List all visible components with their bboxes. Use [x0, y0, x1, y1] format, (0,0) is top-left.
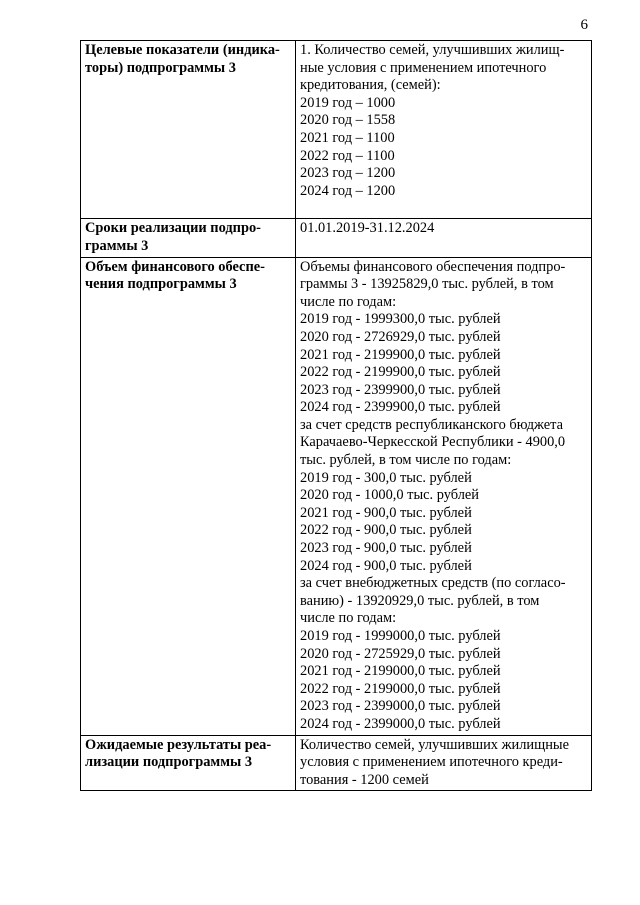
row-label-line: лизации подпрограммы 3: [85, 754, 253, 771]
value-line: 2021 год - 900,0 тыс. рублей: [300, 504, 472, 521]
row-label-line: Сроки реализации подпро-: [85, 220, 261, 237]
value-line: 2022 год - 2199900,0 тыс. рублей: [300, 364, 501, 381]
cell-spacer: [300, 200, 587, 217]
row-label-line: Объем финансового обеспе-: [85, 258, 265, 275]
value-line: 2019 год – 1000: [300, 94, 396, 111]
row-label-cell: [81, 219, 296, 257]
value-line: Карачаево-Черкесской Республики - 4900,0: [300, 434, 566, 451]
row-label-line: чения подпрограммы 3: [85, 276, 237, 293]
value-line: 2019 год - 300,0 тыс. рублей: [300, 469, 472, 486]
value-line: 2024 год - 2399000,0 тыс. рублей: [300, 715, 501, 732]
value-line: 2020 год - 1000,0 тыс. рублей: [300, 487, 479, 504]
value-line: 1. Количество семей, улучшивших жилищ-: [300, 42, 565, 58]
passport-table: [80, 40, 592, 791]
value-line: 2021 год - 2199000,0 тыс. рублей: [300, 663, 501, 680]
value-line: кредитования, (семей):: [300, 77, 441, 94]
value-line: условия с применением ипотечного креди-: [300, 754, 563, 771]
value-line: 2020 год - 2726929,0 тыс. рублей: [300, 328, 501, 345]
row-label-line: Целевые показатели (индика-: [85, 42, 280, 58]
row-value-cell: [296, 257, 592, 735]
value-line: ные условия с применением ипотечного: [300, 59, 547, 76]
value-line: 2019 год - 1999000,0 тыс. рублей: [300, 628, 501, 644]
value-line: за счет средств республиканского бюджета: [300, 416, 564, 433]
value-line: 2021 год - 2199900,0 тыс. рублей: [300, 346, 501, 363]
value-line: Объемы финансового обеспечения подпро-: [300, 258, 566, 275]
value-line: 2022 год – 1100: [300, 147, 395, 164]
value-line: числе по годам:: [300, 610, 397, 627]
table-row-target-indicators: [81, 41, 592, 219]
row-label-line: граммы 3: [85, 237, 149, 254]
value-line: 2023 год - 2399900,0 тыс. рублей: [300, 381, 501, 398]
value-line: 2023 год – 1200: [300, 165, 396, 182]
value-line: за счет внебюджетных средств (по согласо-: [300, 575, 566, 592]
row-value-cell: [296, 735, 592, 791]
value-line: 2019 год - 1999300,0 тыс. рублей: [300, 311, 501, 328]
row-value-cell: [296, 41, 592, 219]
table-row-financing-volume: [81, 257, 592, 735]
value-line: граммы 3 - 13925829,0 тыс. рублей, в том: [300, 276, 554, 293]
row-label-cell: [81, 41, 296, 219]
table-row-expected-results: [81, 735, 592, 791]
row-label-line: торы) подпрограммы 3: [85, 59, 236, 76]
value-line: 2021 год – 1100: [300, 129, 395, 146]
value-line: 2024 год – 1200: [300, 182, 396, 199]
value-line: Количество семей, улучшивших жилищные: [300, 736, 569, 753]
row-label-cell: [81, 257, 296, 735]
row-value-cell: [296, 219, 592, 257]
row-label-cell: [81, 735, 296, 791]
value-line: ванию) - 13920929,0 тыс. рублей, в том: [300, 592, 540, 609]
value-line: числе по годам:: [300, 293, 397, 310]
value-line: 2024 год - 900,0 тыс. рублей: [300, 557, 472, 574]
value-line: 2020 год - 2725929,0 тыс. рублей: [300, 645, 501, 662]
value-line: 01.01.2019-31.12.2024: [300, 220, 435, 237]
row-label-line: Ожидаемые результаты реа-: [85, 736, 272, 753]
value-line: тыс. рублей, в том числе по годам:: [300, 452, 512, 469]
value-line: 2024 год - 2399900,0 тыс. рублей: [300, 399, 501, 416]
page-number: 6: [580, 17, 588, 33]
value-line: тования - 1200 семей: [300, 771, 429, 788]
value-line: 2023 год - 900,0 тыс. рублей: [300, 540, 472, 557]
value-line: 2023 год - 2399000,0 тыс. рублей: [300, 698, 501, 715]
value-line: 2022 год - 900,0 тыс. рублей: [300, 522, 472, 539]
table-row-implementation-period: [81, 219, 592, 257]
value-line: 2022 год - 2199000,0 тыс. рублей: [300, 680, 501, 697]
value-line: 2020 год – 1558: [300, 112, 396, 129]
